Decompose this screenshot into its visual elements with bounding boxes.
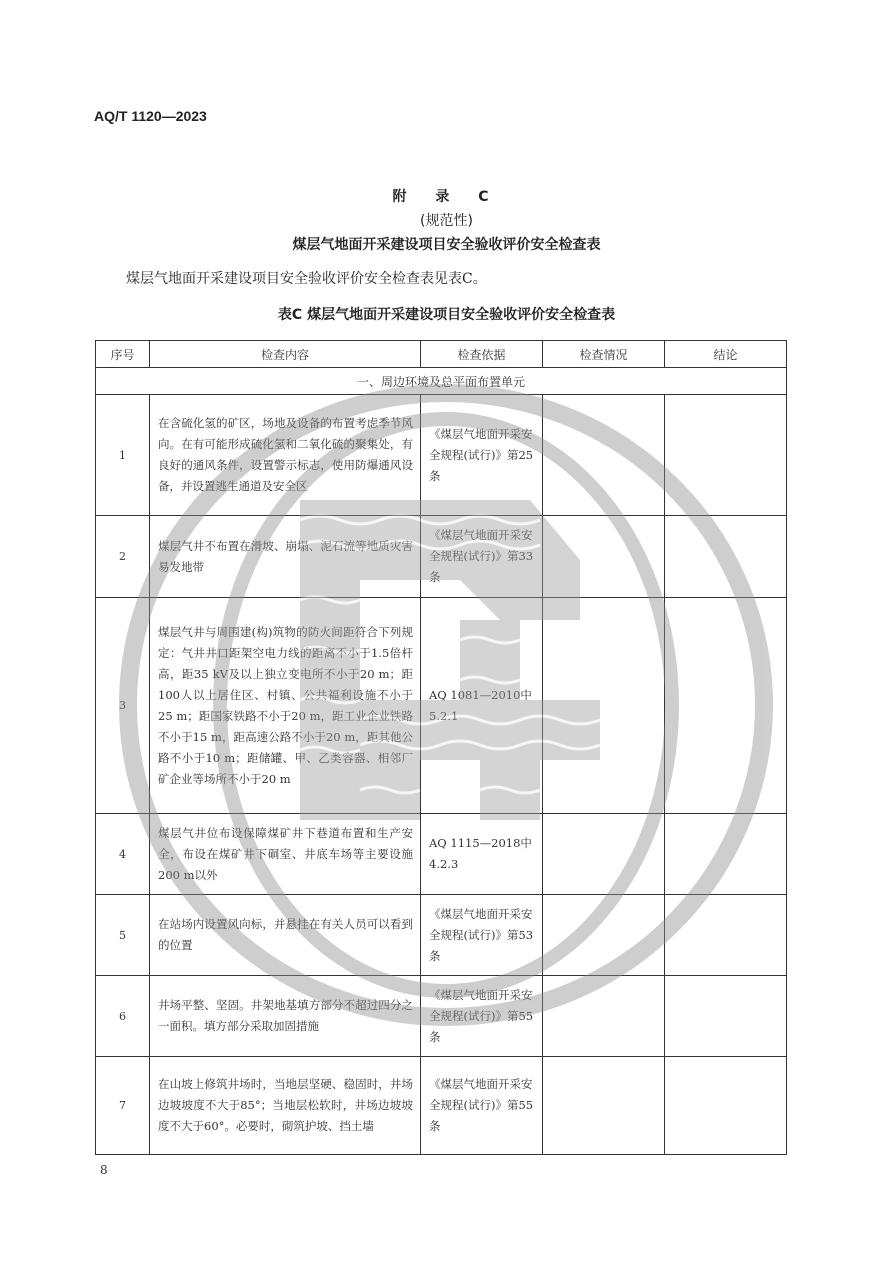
page-number: 8 [100, 1163, 108, 1177]
row-conclusion [665, 395, 787, 516]
annex-name: 附 录 C [392, 189, 501, 205]
intro-paragraph: 煤层气地面开采建设项目安全验收评价安全检查表见表C。 [126, 271, 487, 287]
row-seq: 3 [96, 598, 150, 814]
row-content: 在含硫化氢的矿区，场地及设备的布置考虑季节风向。在有可能形成硫化氢和二氧化硫的聚集处，有良好的通风条件，设置警示标志，使用防爆通风设备，并设置逃生通道及安全区 [150, 395, 421, 516]
row-seq: 2 [96, 516, 150, 598]
row-conclusion [665, 895, 787, 976]
row-conclusion [665, 814, 787, 895]
table-row [96, 976, 787, 1057]
row-status [543, 1057, 665, 1155]
row-basis: 《煤层气地面开采安全规程(试行)》第53条 [421, 895, 543, 976]
safety-check-table [95, 340, 787, 1155]
table-row [96, 395, 787, 516]
row-seq: 5 [96, 895, 150, 976]
row-basis: 《煤层气地面开采安全规程(试行)》第33条 [421, 516, 543, 598]
row-conclusion [665, 598, 787, 814]
row-basis: 《煤层气地面开采安全规程(试行)》第55条 [421, 1057, 543, 1155]
row-seq: 6 [96, 976, 150, 1057]
row-basis: AQ 1081—2010中5.2.1 [421, 598, 543, 814]
row-conclusion [665, 976, 787, 1057]
row-basis: 《煤层气地面开采安全规程(试行)》第25条 [421, 395, 543, 516]
row-status [543, 395, 665, 516]
annex-normative-label: (规范性) [420, 213, 473, 229]
table-row [96, 895, 787, 976]
row-status [543, 516, 665, 598]
column-header-status: 检查情况 [543, 341, 665, 368]
row-status [543, 976, 665, 1057]
row-seq: 4 [96, 814, 150, 895]
table-row [96, 814, 787, 895]
table-row [96, 1057, 787, 1155]
row-content: 在站场内设置风向标，并悬挂在有关人员可以看到的位置 [150, 895, 421, 976]
row-seq: 7 [96, 1057, 150, 1155]
row-conclusion [665, 1057, 787, 1155]
column-header-conclusion: 结论 [665, 341, 787, 368]
row-status [543, 598, 665, 814]
row-content: 煤层气井位布设保障煤矿井下巷道布置和生产安全，布设在煤矿井下硐室、井底车场等主要设施200 m以外 [150, 814, 421, 895]
table-header-row [96, 341, 787, 368]
row-status [543, 895, 665, 976]
row-seq: 1 [96, 395, 150, 516]
table-row [96, 598, 787, 814]
row-content: 在山坡上修筑井场时，当地层坚硬、稳固时，井场边坡坡度不大于85°；当地层松软时，井场边坡坡度不大于60°。必要时，砌筑护坡、挡土墙 [150, 1057, 421, 1155]
column-header-content: 检查内容 [150, 341, 421, 368]
table-row [96, 516, 787, 598]
row-content: 煤层气井与周围建(构)筑物的防火间距符合下列规定：气井井口距架空电力线的距离不小于1.5倍杆高，距35 kV及以上独立变电所不小于20 m；距100人以上居住区、村镇、公共福利设施不小于25 m；距国家铁路不小于20 m，距工业企业铁路不小于15 m，距高速公路不小于20 m，距其他公路不小于10 m；距储罐、甲、乙类容器、相邻厂矿企业等场所不小于20 m [150, 598, 421, 814]
row-conclusion [665, 516, 787, 598]
row-basis: 《煤层气地面开采安全规程(试行)》第55条 [421, 976, 543, 1057]
standard-code: AQ/T 1120—2023 [94, 108, 207, 124]
row-basis: AQ 1115—2018中4.2.3 [421, 814, 543, 895]
row-status [543, 814, 665, 895]
section-row [96, 368, 787, 395]
column-header-seq: 序号 [96, 341, 150, 368]
section-title: 一、周边环境及总平面布置单元 [96, 368, 787, 395]
table-caption: 表C 煤层气地面开采建设项目安全验收评价安全检查表 [277, 307, 616, 323]
row-content: 煤层气井不布置在滑坡、崩塌、泥石流等地质灾害易发地带 [150, 516, 421, 598]
column-header-basis: 检查依据 [421, 341, 543, 368]
annex-heading: 煤层气地面开采建设项目安全验收评价安全检查表 [292, 237, 601, 253]
row-content: 井场平整、坚固。井架地基填方部分不超过四分之一面积。填方部分采取加固措施 [150, 976, 421, 1057]
